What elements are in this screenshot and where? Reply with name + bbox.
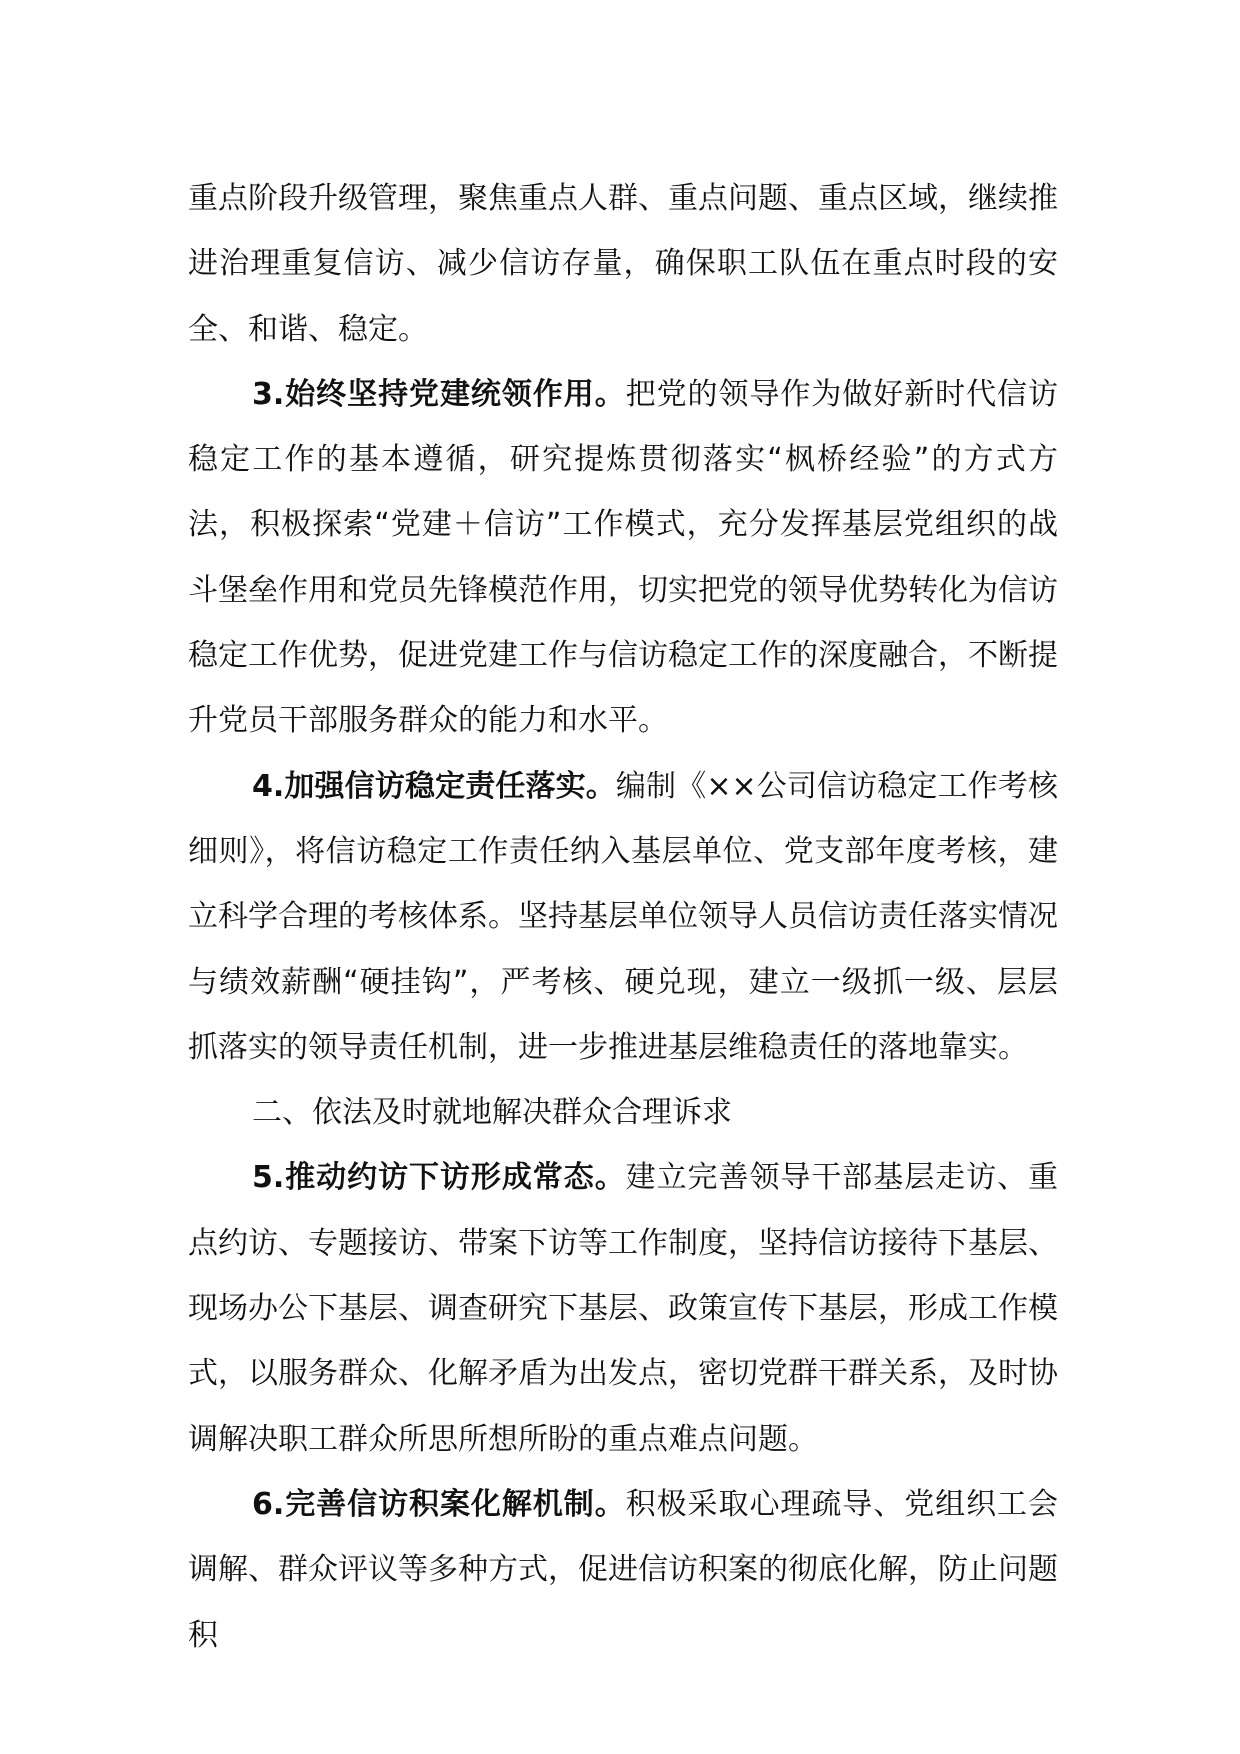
paragraph-heading: 3.始终坚持党建统领作用。: [252, 376, 626, 412]
paragraph-text: 积极采取心理疏导、党组织工会调解、群众评议等多种方式，促进信访积案的彻底化解，防止问题积: [188, 1486, 1058, 1653]
section-heading: [188, 1080, 1058, 1145]
paragraph-item-6: [188, 1472, 1058, 1668]
paragraph-text: 重点阶段升级管理，聚焦重点人群、重点问题、重点区域，继续推进治理重复信访、减少信访存量，确保职工队伍在重点时段的安全、和谐、稳定。: [188, 181, 1058, 347]
section-heading-text: 二、依法及时就地解决群众合理诉求: [252, 1095, 732, 1131]
paragraph-heading: 4.加强信访稳定责任落实。: [252, 768, 616, 804]
paragraph-heading: 5.推动约访下访形成常态。: [252, 1160, 626, 1196]
paragraph-item-4: [188, 754, 1058, 1080]
paragraph-text: 编制《××公司信访稳定工作考核细则》，将信访稳定工作责任纳入基层单位、党支部年度考核，建立科学合理的考核体系。坚持基层单位领导人员信访责任落实情况与绩效薪酬“硬挂钩”，严考核、硬兑现，建立一级抓一级、层层抓落实的领导责任机制，进一步推进基层维稳责任的落地靠实。: [188, 768, 1058, 1065]
paragraph-text: 把党的领导作为做好新时代信访稳定工作的基本遵循，研究提炼贯彻落实“枫桥经验”的方式方法，积极探索“党建＋信访”工作模式，充分发挥基层党组织的战斗堡垒作用和党员先锋模范作用，切实把党的领导优势转化为信访稳定工作优势，促进党建工作与信访稳定工作的深度融合，不断提升党员干部服务群众的能力和水平。: [188, 376, 1058, 739]
paragraph-heading: 6.完善信访积案化解机制。: [252, 1486, 626, 1522]
document-page: [188, 166, 1058, 1668]
paragraph-text: 建立完善领导干部基层走访、重点约访、专题接访、带案下访等工作制度，坚持信访接待下基层、现场办公下基层、调查研究下基层、政策宣传下基层，形成工作模式，以服务群众、化解矛盾为出发点，密切党群干群关系，及时协调解决职工群众所思所想所盼的重点难点问题。: [188, 1160, 1058, 1457]
paragraph-item-3: [188, 362, 1058, 754]
paragraph-continuation: [188, 166, 1058, 362]
paragraph-item-5: [188, 1145, 1058, 1471]
